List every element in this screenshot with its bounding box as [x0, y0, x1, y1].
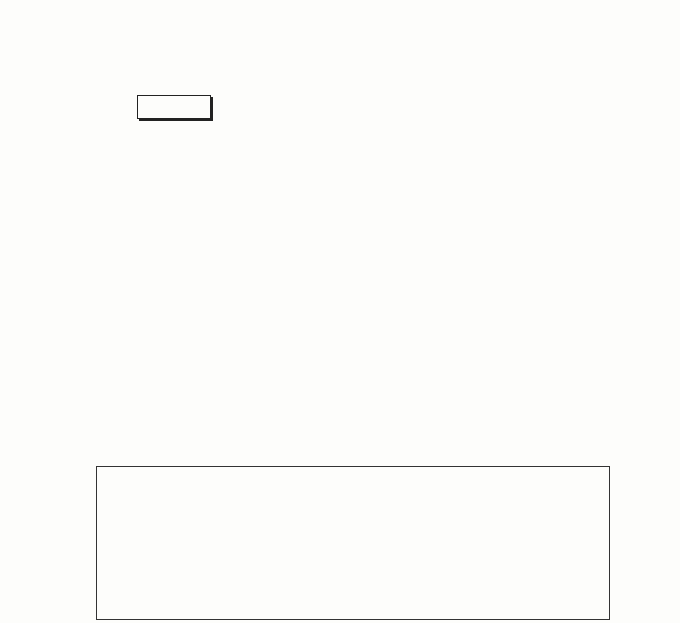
betting-grid	[96, 466, 610, 620]
venue-line	[105, 137, 121, 155]
round-number-box	[137, 95, 211, 119]
